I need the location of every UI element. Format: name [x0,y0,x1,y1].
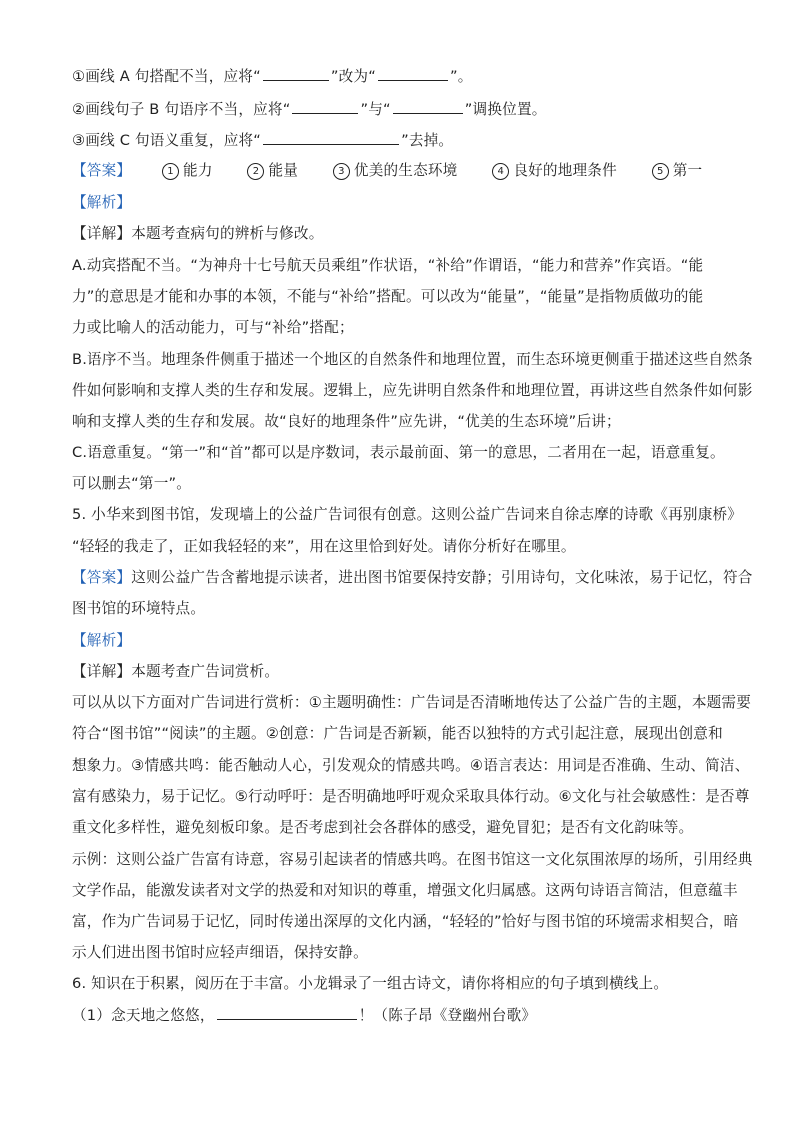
circled-number: 5 [652,163,669,180]
paragraph-line: B.语序不当。地理条件侧重于描述一个地区的自然条件和地理位置，而生态环境更侧重于描述这些自然条 [72,351,753,368]
poem-source: ！（陈子昂《登幽州台歌》 [358,1007,537,1024]
answer-item [333,161,458,181]
paragraph-line: 响和支撑人类的生存和发展。故“良好的地理条件”应先讲，“优美的生态环境”后讲； [72,413,621,430]
answer-tag: 【答案】 [72,162,132,179]
answer-blank [263,130,399,145]
answer-text: 图书馆的环境特点。 [72,600,206,617]
circled-number: 2 [247,163,264,180]
q4-item-2 [72,99,727,120]
paragraph-line: 想象力。③情感共鸣：能否触动人心，引发观众的情感共鸣。④语言表达：用词是否准确、生动、简洁、 [72,757,750,774]
question-line: 6. 知识在于积累，阅历在于丰富。小龙辑录了一组古诗文，请你将相应的句子填到横线上。 [72,975,669,992]
answer-item [162,161,213,181]
answer-blank [217,1005,357,1020]
analysis-tag: 【解析】 [72,632,132,649]
paragraph-line: 符合“图书馆”“阅读”的主题。②创意：广告词是否新颖，能否以独特的方式引起注意，展现出创意和 [72,725,723,742]
paragraph-line: 富，作为广告词易于记忆，同时传递出深厚的文化内涵，“轻轻的”恰好与图书馆的环境需求相契合，暗 [72,913,739,930]
q5-answer [72,568,753,588]
q4-item-2-text: ②画线句子 B 句语序不当，应将“ [72,101,291,118]
paragraph-line: 文学作品，能激发读者对文学的热爱和对知识的尊重，增强文化归属感。这两句诗语言简洁，但意蕴丰 [72,882,738,899]
q5-analysis-heading [72,631,727,651]
answer-item [652,161,703,181]
detail-tag: 【详解】 [72,225,132,242]
analysis-tag: 【解析】 [72,194,132,211]
answer-blank [263,66,329,81]
answer-item [247,161,298,181]
answer-text: 第一 [672,162,703,179]
paragraph-line: C.语意重复。“第一”和“首”都可以是序数词，表示最前面、第一的意思，二者用在一起，语意重复。 [72,444,725,461]
answer-text: 能量 [268,162,299,179]
q4-detail [72,224,727,244]
q4-item-1 [72,66,727,87]
q6-item-1 [72,1005,727,1026]
question-line: “轻轻的我走了，正如我轻轻的来”，用在这里恰到好处。请你分析好在哪里。 [72,538,576,555]
paragraph-line: 富有感染力，易于记忆。⑤行动呼吁：是否明确地呼吁观众采取具体行动。⑥文化与社会敏感性：是否尊 [72,788,750,805]
paragraph-line: 示例：这则公益广告富有诗意，容易引起读者的情感共鸣。在图书馆这一文化氛围浓厚的场所，引用经典 [72,851,753,868]
circled-number: 1 [162,163,179,180]
q4-item-2-text: ”与“ [360,101,391,118]
q4-answer [72,161,727,181]
q4-item-3 [72,130,727,151]
answer-text: 能力 [183,162,213,179]
detail-tag: 【详解】 [72,663,132,680]
paragraph-line: 可以删去“第一”。 [72,475,192,492]
question-line: 5. 小华来到图书馆，发现墙上的公益广告词很有创意。这则公益广告词来自徐志摩的诗歌《再别康桥》 [72,506,743,523]
paragraph-line: 示人们进出图书馆时应轻声细语，保持安静。 [72,944,368,961]
circled-number: 3 [333,163,350,180]
poem-prompt: （1）念天地之悠悠， [72,1007,215,1024]
q4-item-1-text: ”。 [449,68,473,85]
answer-blank [378,66,448,81]
answer-text: 优美的生态环境 [353,162,458,179]
answer-item [492,161,617,181]
q4-item-2-text: ”调换位置。 [464,101,547,118]
answer-text: 良好的地理条件 [513,162,617,179]
answer-text: 这则公益广告含蓄地提示读者，进出图书馆要保持安静；引用诗句，文化味浓，易于记忆，符合 [131,569,753,586]
q4-item-1-text: ”改为“ [330,68,376,85]
paragraph-line: 力或比喻人的活动能力，可与“补给”搭配； [72,319,354,336]
paragraph-line: 件如何影响和支撑人类的生存和发展。逻辑上，应先讲明自然条件和地理位置，再讲这些自然条件如何影 [72,382,753,399]
paragraph-line: 重文化多样性，避免刻板印象。是否考虑到社会各群体的感受，避免冒犯；是否有文化韵味等。 [72,819,694,836]
paragraph-line: 力”的意思是才能和办事的本领，不能与“补给”搭配。可以改为“能量”，“能量”是指物质做功的能 [72,288,704,305]
q4-item-1-text: ①画线 A 句搭配不当，应将“ [72,68,261,85]
detail-intro: 本题考查广告词赏析。 [131,663,280,680]
q4-item-3-text: ③画线 C 句语义重复，应将“ [72,132,262,149]
answer-blank [393,99,463,114]
paragraph-line: 可以从以下方面对广告词进行赏析：①主题明确性：广告词是否清晰地传达了公益广告的主题，本题需要 [72,694,752,711]
detail-intro: 本题考查病句的辨析与修改。 [131,225,324,242]
paragraph-line: A.动宾搭配不当。“为神舟十七号航天员乘组”作状语，“补给”作谓语，“能力和营养”作宾语。“能 [72,257,704,274]
circled-number: 4 [492,163,509,180]
q5-detail [72,662,727,682]
answer-blank [292,99,358,114]
q4-analysis-heading [72,193,727,213]
q4-item-3-text: ”去掉。 [401,132,454,149]
answer-tag: 【答案】 [72,569,132,586]
